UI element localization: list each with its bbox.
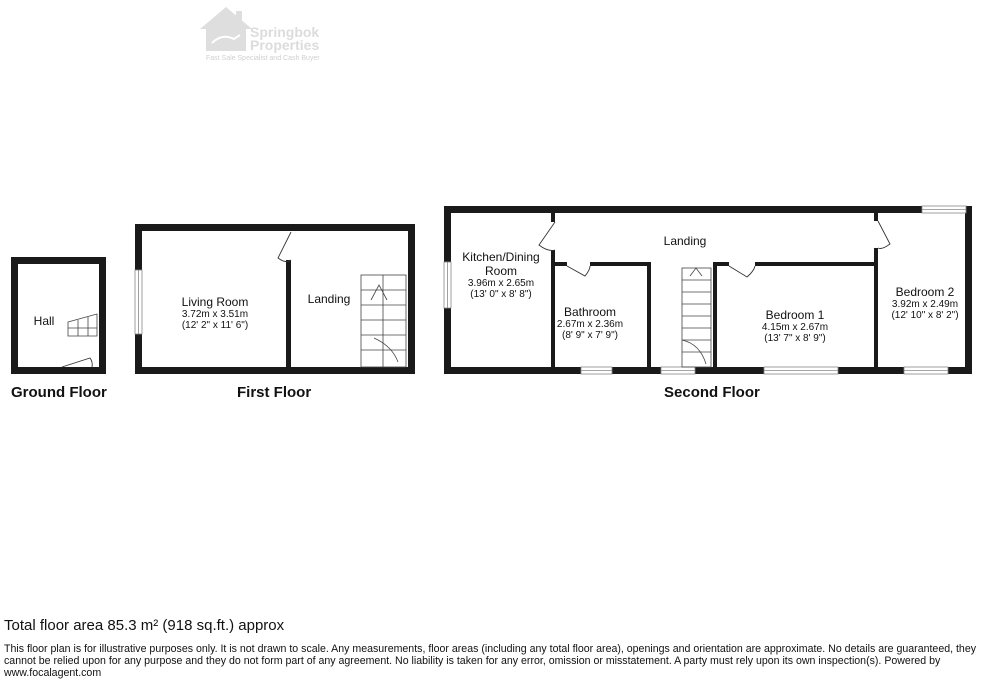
door-swing — [878, 221, 890, 249]
floor-label-ground: Ground Floor — [11, 384, 107, 401]
room-size-imperial: (13' 0" x 8' 8") — [470, 289, 532, 300]
staircase — [361, 275, 406, 367]
door-swing — [729, 266, 755, 277]
room-living-room — [150, 295, 280, 331]
room-landing-second — [640, 234, 730, 248]
wall — [590, 262, 651, 266]
door-swing — [62, 358, 92, 367]
room-landing-first — [293, 292, 365, 306]
room-size-metric: 3.96m x 2.65m — [467, 278, 535, 289]
disclaimer-text: This floor plan is for illustrative purposes only. It is not drawn to scale. Any measurements, floor areas (including any total floor area), openings and orientation are approximate. No details are guaranteed, they cannot be relied upon for any purpose and they do not form part of any agreement. No liability is taken for any error, omission or misstatement. A party must rely upon its own inspection(s). Powered by www.focalagent.com — [4, 643, 977, 679]
room-name: Bedroom 2 — [895, 285, 955, 299]
logo-tagline: Fast Sale Specialist and Cash Buyer — [206, 55, 320, 62]
wall — [286, 260, 291, 370]
wall — [11, 257, 106, 264]
wall — [874, 213, 878, 221]
wall — [444, 367, 972, 374]
wall — [555, 262, 567, 266]
room-size-imperial: (12' 2" x 11' 6") — [181, 320, 249, 331]
room-name: Bathroom — [563, 305, 617, 319]
floor-label-first: First Floor — [237, 384, 312, 401]
floor-label-second: Second Floor — [664, 384, 760, 401]
room-size-metric: 4.15m x 2.67m — [761, 322, 829, 333]
room-hall — [20, 314, 68, 328]
room-bathroom — [555, 305, 625, 341]
wall — [551, 213, 555, 222]
room-name: Bedroom 1 — [765, 308, 825, 322]
room-size-metric: 3.72m x 3.51m — [181, 309, 249, 320]
room-size-metric: 3.92m x 2.49m — [891, 299, 959, 310]
wall — [717, 262, 729, 266]
wall — [755, 262, 878, 266]
wall — [444, 206, 972, 213]
room-name-line2: Room — [484, 264, 517, 278]
room-size-imperial: (8' 9" x 7' 9") — [562, 330, 618, 341]
room-size-imperial: (12' 10" x 8' 2") — [891, 310, 959, 321]
logo-name-line2: Properties — [250, 37, 320, 53]
staircase — [68, 314, 97, 336]
wall — [135, 367, 415, 374]
wall — [713, 262, 717, 370]
door-swing — [278, 232, 291, 262]
wall — [11, 367, 106, 374]
room-name-line1: Kitchen/Dining — [462, 250, 540, 264]
room-size-imperial: (13' 7" x 8' 9") — [764, 333, 826, 344]
total-floor-area: Total floor area 85.3 m² (918 sq.ft.) approx — [4, 617, 285, 634]
room-size-metric: 2.67m x 2.36m — [556, 319, 624, 330]
room-name: Living Room — [181, 295, 249, 309]
wall — [647, 262, 651, 370]
room-name: Landing — [307, 292, 351, 306]
logo-name-line1: Springbok — [250, 24, 320, 40]
wall — [11, 257, 18, 374]
wall — [135, 224, 415, 231]
room-kitchen-dining — [452, 250, 550, 300]
windows — [135, 206, 966, 374]
room-bedroom-1 — [735, 308, 855, 344]
room-bedroom-2 — [878, 285, 972, 321]
wall — [99, 257, 106, 374]
door-swing — [567, 266, 590, 276]
room-name: Hall — [33, 314, 55, 328]
door-swing — [539, 222, 555, 250]
room-name: Landing — [663, 234, 707, 248]
wall — [408, 224, 415, 374]
